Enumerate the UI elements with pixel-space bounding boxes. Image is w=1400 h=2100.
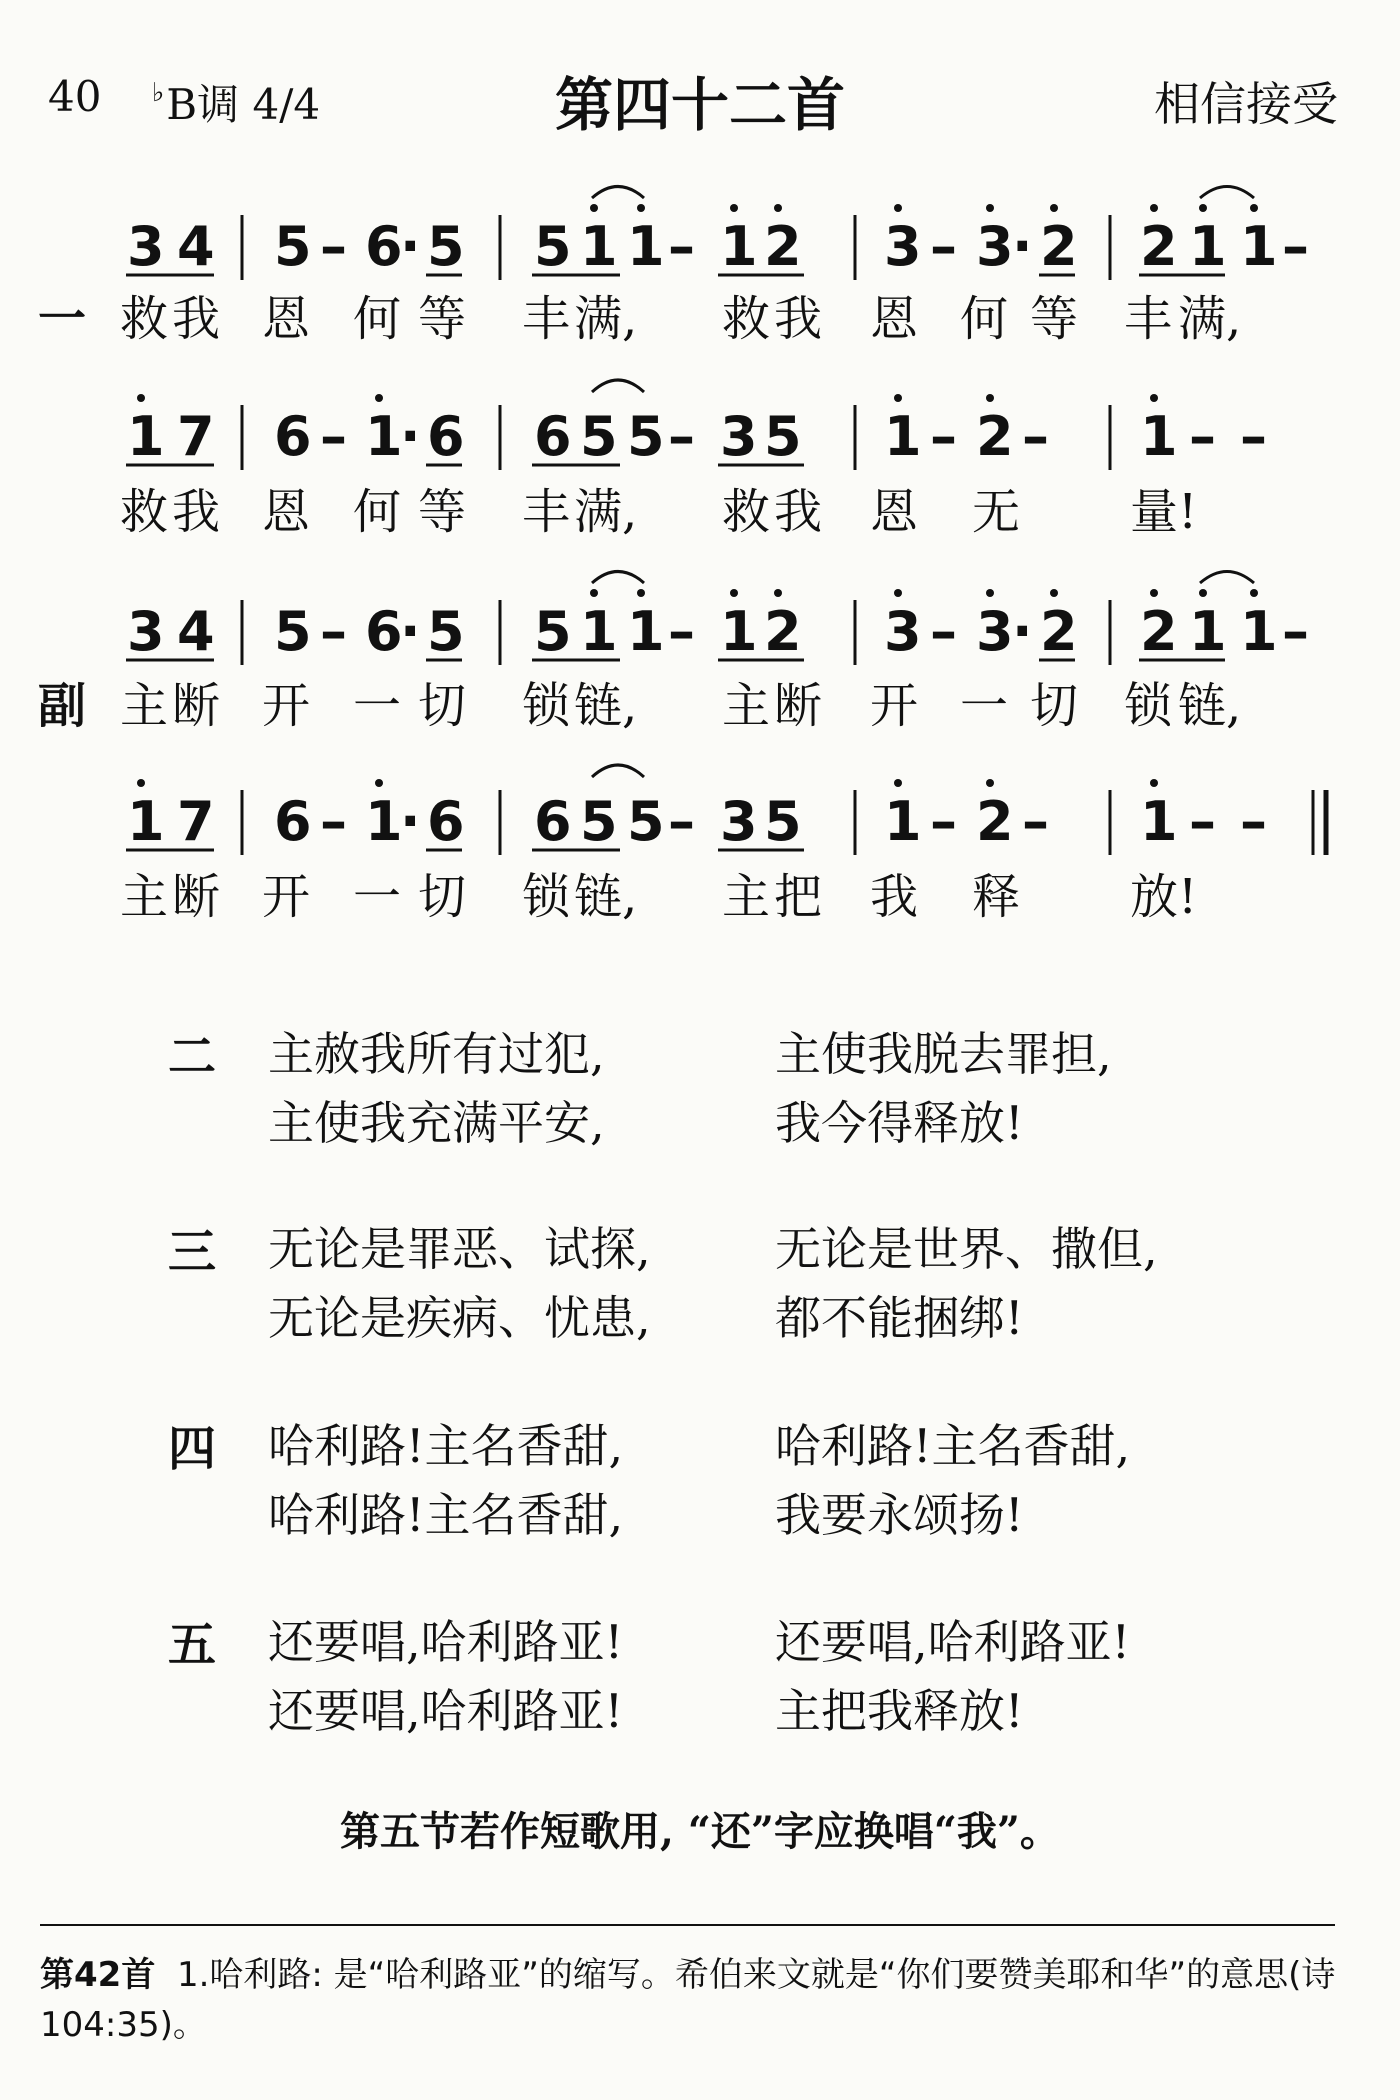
verse-line: 还要唱,哈利路亚! bbox=[268, 1615, 624, 1669]
lyric: 断 bbox=[172, 869, 221, 925]
lyric: 切 bbox=[1030, 678, 1079, 734]
lyric: 救 bbox=[120, 291, 169, 347]
lyric: 救 bbox=[120, 484, 169, 540]
lyric: 等 bbox=[1030, 291, 1079, 347]
verse-line: 无论是疾病、忧患, bbox=[268, 1291, 651, 1345]
lyric: 救 bbox=[722, 291, 771, 347]
lyric: 链, bbox=[1178, 678, 1242, 734]
verse-line: 还要唱,哈利路亚! bbox=[775, 1615, 1131, 1669]
lyric: 主 bbox=[722, 869, 771, 925]
lyric: 一 bbox=[960, 678, 1009, 734]
verse-number: 二 bbox=[168, 1029, 217, 1085]
lyric: 满, bbox=[1178, 291, 1242, 347]
lyric: 无 bbox=[972, 484, 1021, 540]
footnote-text: 1.哈利路: 是“哈利路亚”的缩写。希伯来文就是“你们要赞美耶和华”的意思(诗104:35)。 bbox=[40, 1955, 1336, 2045]
flat-sign: ♭ bbox=[152, 78, 165, 108]
performance-note: 第五节若作短歌用, “还”字应换唱“我”。 bbox=[340, 1808, 1060, 1855]
lyric: 锁 bbox=[522, 869, 571, 925]
verse-number: 三 bbox=[168, 1224, 217, 1280]
lyric: 等 bbox=[418, 484, 467, 540]
verse-line: 都不能捆绑! bbox=[775, 1291, 1024, 1345]
lyric: 把 bbox=[774, 869, 823, 925]
lyric: 主 bbox=[120, 869, 169, 925]
lyric: 断 bbox=[172, 678, 221, 734]
lyric: 断 bbox=[774, 678, 823, 734]
verse-line: 主赦我所有过犯, bbox=[268, 1027, 605, 1081]
lyric: 主 bbox=[120, 678, 169, 734]
lyric: 链, bbox=[574, 869, 638, 925]
lyric: 锁 bbox=[1124, 678, 1173, 734]
lyric: 我 bbox=[172, 291, 221, 347]
lyric: 丰 bbox=[522, 484, 571, 540]
hymn-title: 第四十二首 bbox=[554, 71, 845, 139]
verse-line: 无论是世界、撒但, bbox=[775, 1222, 1158, 1276]
lyric: 切 bbox=[418, 678, 467, 734]
footnote-divider bbox=[40, 1924, 1335, 1926]
verse-line: 哈利路!主名香甜, bbox=[268, 1419, 624, 1473]
lyric: 切 bbox=[418, 869, 467, 925]
lyric: 开 bbox=[262, 869, 311, 925]
footnote-label: 第42首 bbox=[40, 1955, 156, 1995]
verse-line: 哈利路!主名香甜, bbox=[775, 1419, 1131, 1473]
hymn-subtitle: 相信接受 bbox=[1154, 77, 1338, 131]
lyric: 我 bbox=[774, 291, 823, 347]
lyric: 恩 bbox=[870, 484, 919, 540]
lyric: 满, bbox=[574, 484, 638, 540]
lyric: 开 bbox=[870, 678, 919, 734]
lyric: 一 bbox=[353, 678, 402, 734]
lyric: 释 bbox=[972, 869, 1021, 925]
verse-line: 还要唱,哈利路亚! bbox=[268, 1684, 624, 1738]
lyric: 何 bbox=[353, 291, 402, 347]
verse-line: 我今得释放! bbox=[775, 1096, 1024, 1150]
lyric: 等 bbox=[418, 291, 467, 347]
lyric: 恩 bbox=[262, 291, 311, 347]
lyric: 丰 bbox=[1124, 291, 1173, 347]
lyric: 恩 bbox=[262, 484, 311, 540]
lyric: 放! bbox=[1130, 869, 1198, 925]
verse-line: 主把我释放! bbox=[775, 1684, 1024, 1738]
lyric: 恩 bbox=[870, 291, 919, 347]
footnote bbox=[40, 1950, 1340, 2050]
lyric: 主 bbox=[722, 678, 771, 734]
lyric: 我 bbox=[774, 484, 823, 540]
key-text: B调 4/4 bbox=[166, 80, 321, 129]
lyric: 丰 bbox=[522, 291, 571, 347]
verse-line: 哈利路!主名香甜, bbox=[268, 1488, 624, 1542]
lyric: 我 bbox=[172, 484, 221, 540]
verse-number: 四 bbox=[168, 1421, 217, 1477]
lyric: 满, bbox=[574, 291, 638, 347]
lyric: 何 bbox=[353, 484, 402, 540]
lyric: 何 bbox=[960, 291, 1009, 347]
verse-line: 我要永颂扬! bbox=[775, 1488, 1024, 1542]
verse-number: 五 bbox=[168, 1617, 217, 1673]
lyric: 锁 bbox=[522, 678, 571, 734]
lyric: 量! bbox=[1130, 484, 1198, 540]
lyric: 开 bbox=[262, 678, 311, 734]
lyric: 救 bbox=[722, 484, 771, 540]
verse-1-marker: 一 bbox=[38, 291, 87, 347]
verse-line: 无论是罪恶、试探, bbox=[268, 1222, 651, 1276]
verse-line: 主使我充满平安, bbox=[268, 1096, 605, 1150]
page-number: 40 bbox=[48, 72, 102, 121]
lyric: 链, bbox=[574, 678, 638, 734]
verse-line: 主使我脱去罪担, bbox=[775, 1027, 1112, 1081]
lyric: 一 bbox=[353, 869, 402, 925]
lyric: 我 bbox=[870, 869, 919, 925]
chorus-marker: 副 bbox=[38, 678, 87, 734]
